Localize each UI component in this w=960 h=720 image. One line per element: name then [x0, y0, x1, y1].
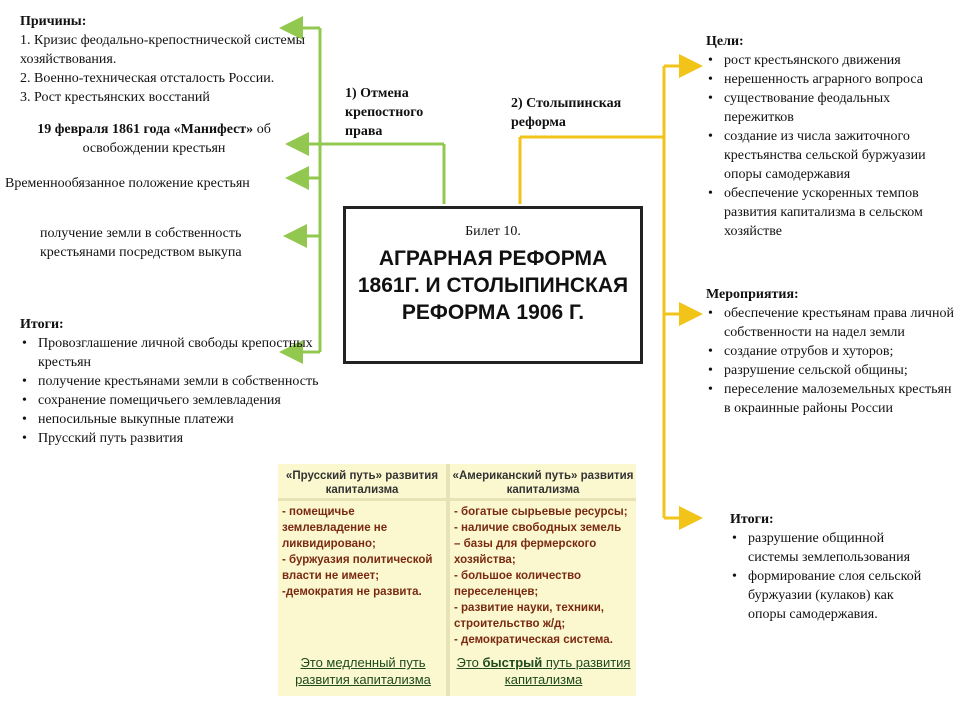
right-results-list — [730, 529, 930, 624]
left-temporary-status: Временнообязанное положение крестьян — [5, 176, 250, 191]
list-item: • Прусский путь развития — [20, 429, 325, 448]
list-item: • обеспечение ускоренных темпов развития капитализма в сельском хозяйстве — [706, 184, 958, 241]
footer-text: путь развития капитализма — [504, 655, 631, 687]
left-cause-item: 2. Военно-техническая отсталость России. — [20, 71, 275, 86]
footer-text: Это — [456, 655, 483, 670]
table-cell-line: - буржуазия политической власти не имеет; — [282, 554, 433, 582]
center-title: АГРАРНАЯ РЕФОРМА 1861Г. И СТОЛЫПИНСКАЯ РЕФОРМА 1906 Г. — [357, 247, 629, 324]
prussian-path-header: «Прусский путь» развития капитализма — [285, 470, 439, 496]
left-land-ownership: получение земли в собственность крестьянами посредством выкупа — [40, 226, 242, 260]
left-results-list — [20, 334, 325, 448]
right-measures-title: Мероприятия: — [706, 287, 799, 302]
center-topic-box — [343, 206, 643, 364]
prussian-path-footer: Это медленный путь развития капитализма — [295, 655, 431, 687]
table-cell-line: - развитие науки, техники, строительство ж/д; — [454, 602, 604, 630]
manifest-text: об освобождении крестьян — [82, 122, 271, 156]
left-results — [20, 315, 325, 448]
right-measures — [706, 285, 956, 418]
table-cell-line: - демократическая система. — [454, 634, 613, 646]
comparison-table — [278, 464, 636, 696]
branch-label-serfdom: 1) Отмена крепостного права — [345, 86, 424, 139]
list-item: • формирование слоя сельской буржуазии (кулаков) как опоры самодержавия. — [730, 567, 930, 624]
left-manifest — [14, 120, 294, 158]
branch-label-stolypin: 2) Столыпинская реформа — [511, 96, 622, 130]
list-item: • создание из числа зажиточного крестьянства сельской буржуазии опоры самодержавия — [706, 127, 958, 184]
list-item: • обеспечение крестьянам права личной собственности на надел земли — [706, 304, 956, 342]
right-goals — [706, 32, 958, 241]
table-cell-line: -демократия не развита. — [282, 586, 422, 598]
table-cell-line: – базы для фермерского хозяйства; — [454, 538, 597, 566]
right-results — [730, 510, 930, 624]
list-item: • разрушение сельской общины; — [706, 361, 956, 380]
prussian-path-items — [278, 499, 446, 600]
list-item: • существование феодальных пережитков — [706, 89, 958, 127]
american-path-items — [450, 499, 636, 648]
american-path-footer — [456, 654, 631, 688]
right-goals-list — [706, 51, 958, 241]
list-item: • рост крестьянского движения — [706, 51, 958, 70]
list-item: • разрушение общинной системы землепользования — [730, 529, 930, 567]
list-item: • непосильные выкупные платежи — [20, 410, 325, 429]
list-item: • сохранение помещичьего землевладения — [20, 391, 325, 410]
table-cell-line: - наличие свободных земель — [454, 522, 622, 534]
manifest-date: 19 февраля 1861 года «Манифест» — [37, 122, 254, 137]
table-cell-line: - помещичье землевладение не ликвидировано; — [282, 506, 388, 550]
table-cell-line: - большое количество переселенцев; — [454, 570, 582, 598]
right-measures-list — [706, 304, 956, 418]
left-cause-item: 1. Кризис феодально-крепостнической системы хозяйствования. — [20, 33, 306, 67]
right-goals-title: Цели: — [706, 34, 744, 49]
left-causes-title: Причины: — [20, 14, 87, 29]
right-results-title: Итоги: — [730, 512, 774, 527]
footer-fast-word: быстрый — [482, 655, 543, 670]
left-results-title: Итоги: — [20, 317, 64, 332]
list-item: • нерешенность аграрного вопроса — [706, 70, 958, 89]
list-item: • создание отрубов и хуторов; — [706, 342, 956, 361]
list-item: • получение крестьянами земли в собственность — [20, 372, 325, 391]
table-cell-line: - богатые сырьевые ресурсы; — [454, 506, 628, 518]
ticket-number: Билет 10. — [465, 224, 521, 239]
american-path-header: «Американский путь» развития капитализма — [452, 470, 634, 496]
list-item: • переселение малоземельных крестьян в окраинные районы России — [706, 380, 956, 418]
left-causes — [20, 12, 320, 107]
left-cause-item: 3. Рост крестьянских восстаний — [20, 90, 210, 105]
list-item: • Провозглашение личной свободы крепостных крестьян — [20, 334, 325, 372]
